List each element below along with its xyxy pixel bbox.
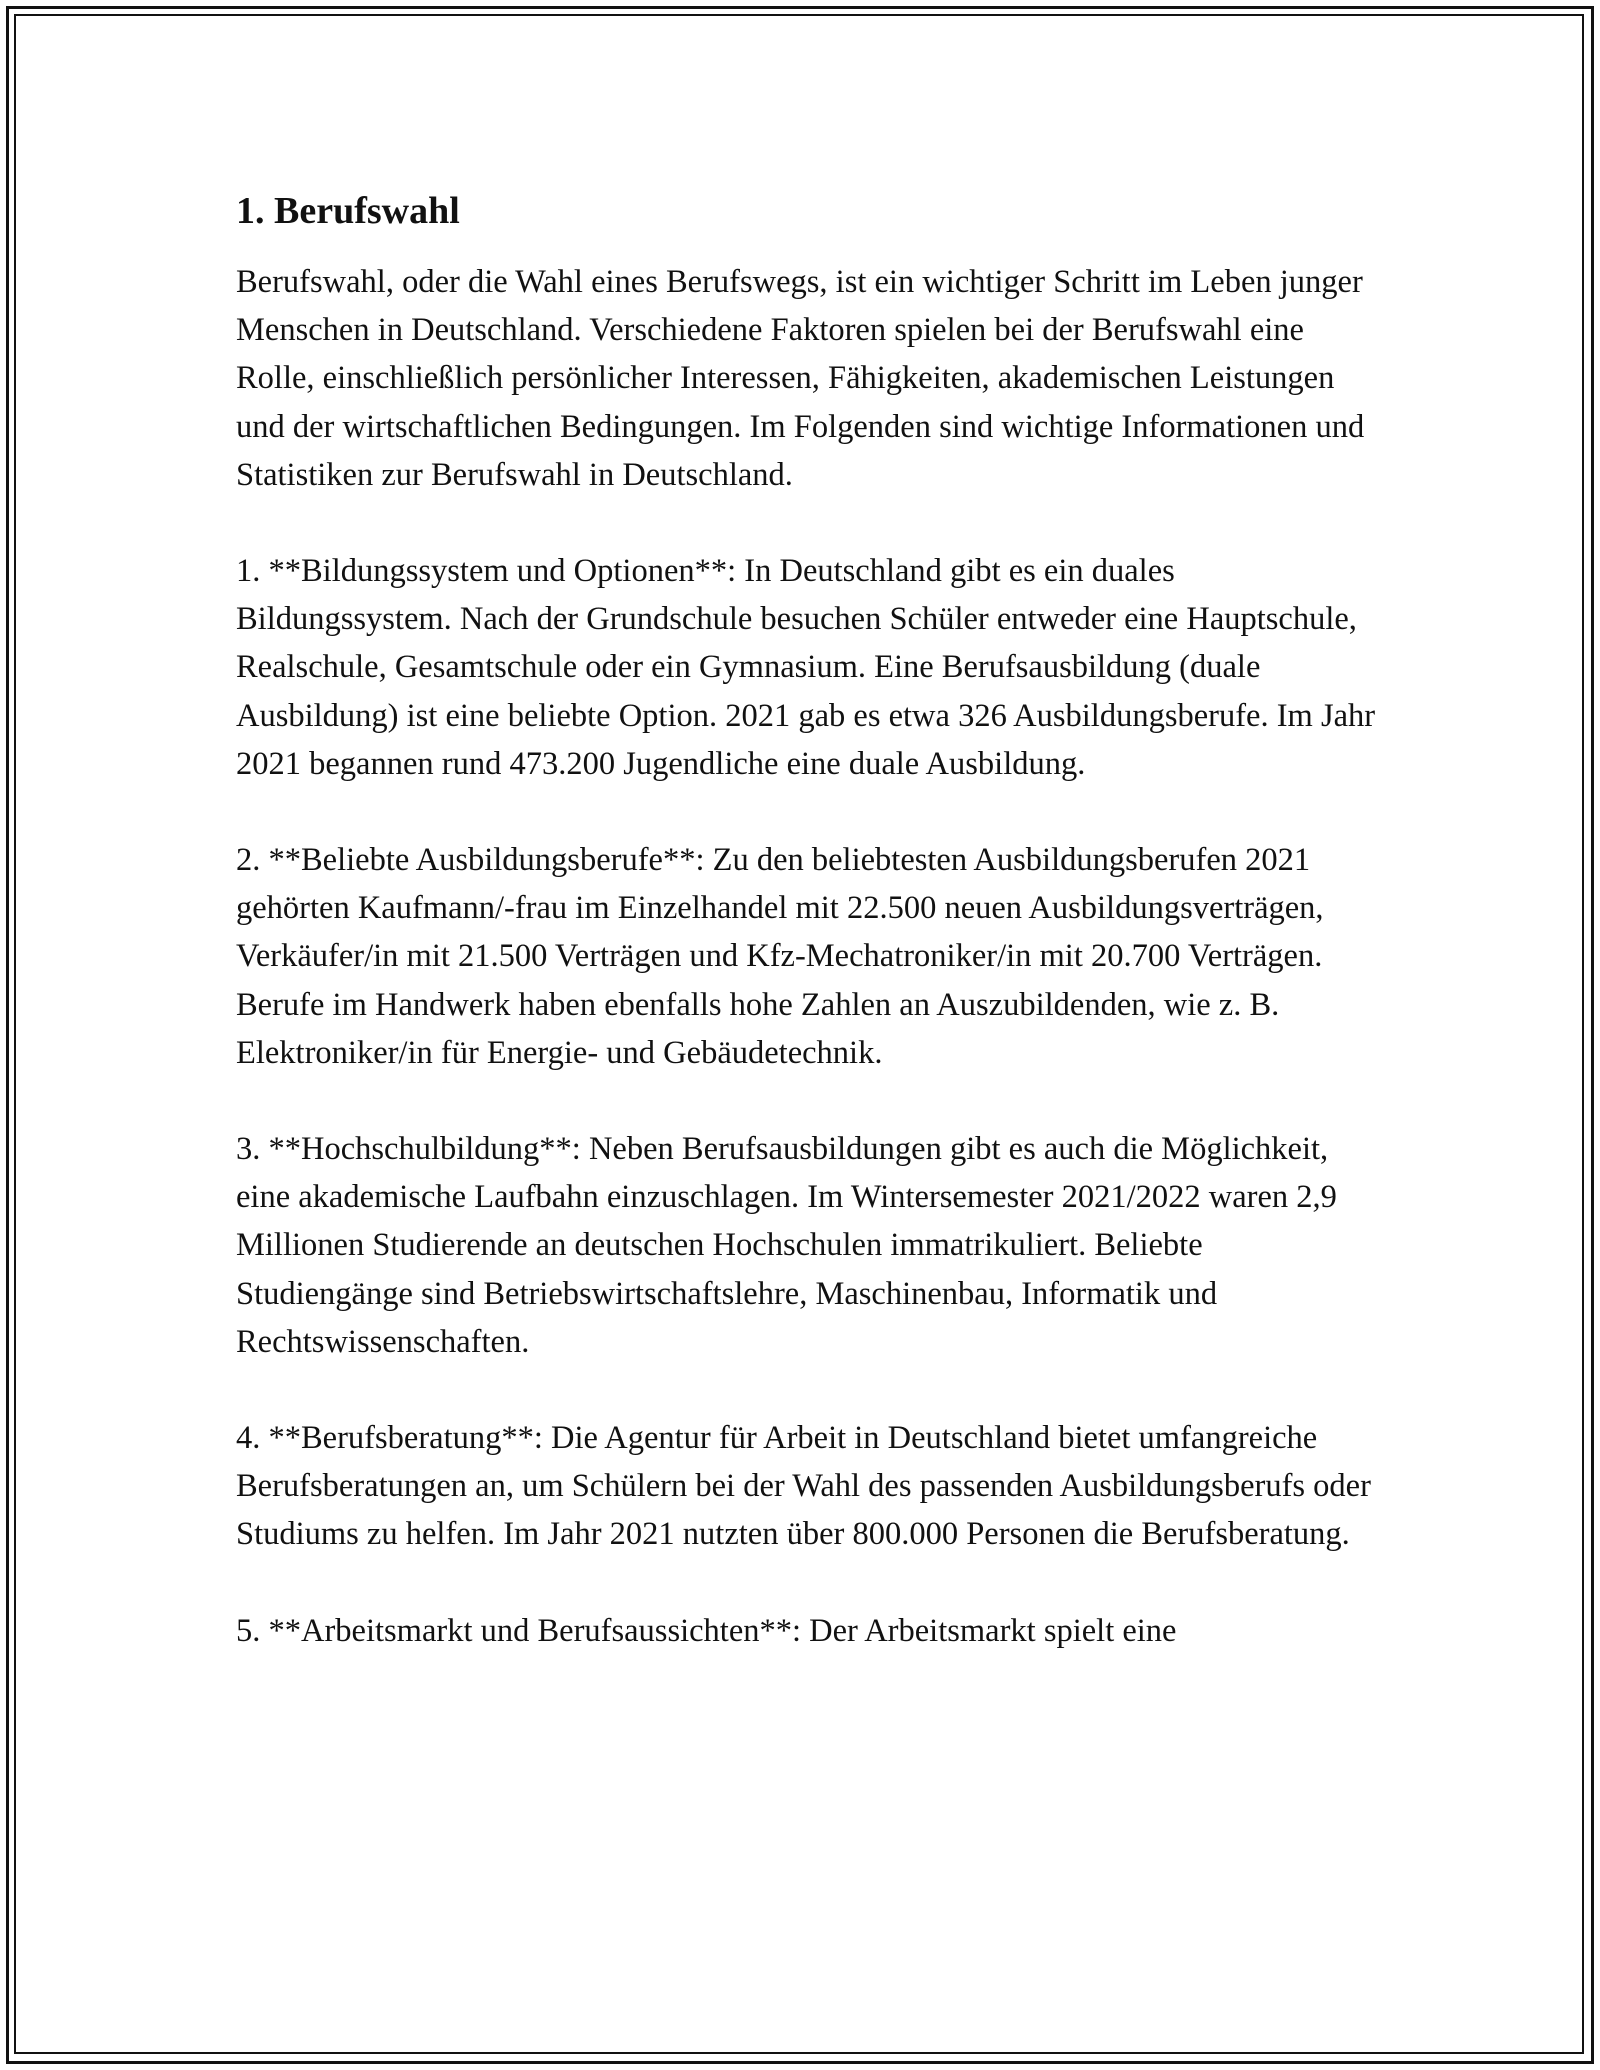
document-body [236, 186, 1376, 1703]
list-item-arbeitsmarkt: 5. **Arbeitsmarkt und Berufsaussichten**: Der Arbeitsmarkt spielt eine [236, 1612, 1177, 1649]
list-item-ausbildungsberufe: 2. **Beliebte Ausbildungsberufe**: Zu den beliebtesten Ausbildungsberufen 2021 gehörten Kaufmann/-frau im Einzelhandel mit 22.500 neuen Ausbildungsverträgen, Verkäufer/in mit 21.500 Verträgen und Kfz-Mechatroniker/in mit 20.700 Verträgen. Berufe im Handwerk haben ebenfalls hohe Zahlen an Auszubildenden, wie z. B. Elektroniker/in für Energie- und Gebäudetechnik. [236, 842, 1324, 1071]
section-heading: 1. Berufswahl [236, 190, 460, 232]
list-item-hochschulbildung: 3. **Hochschulbildung**: Neben Berufsausbildungen gibt es auch die Möglichkeit, eine akademische Laufbahn einzuschlagen. Im Wintersemester 2021/2022 waren 2,9 Millionen Studierende an deutschen Hochschulen immatrikuliert. Beliebte Studiengänge sind Betriebswirtschaftslehre, Maschinenbau, Informatik und Rechtswissenschaften. [236, 1131, 1337, 1360]
list-item-bildungssystem: 1. **Bildungssystem und Optionen**: In Deutschland gibt es ein duales Bildungssystem. Nach der Grundschule besuchen Schüler entweder eine Hauptschule, Realschule, Gesamtschule oder ein Gymnasium. Eine Berufsausbildung (duale Ausbildung) ist eine beliebte Option. 2021 gab es etwa 326 Ausbildungsberufe. Im Jahr 2021 begannen rund 473.200 Jugendliche eine duale Ausbildung. [236, 553, 1376, 782]
intro-paragraph: Berufswahl, oder die Wahl eines Berufswegs, ist ein wichtiger Schritt im Leben junger Menschen in Deutschland. Verschiedene Faktoren spielen bei der Berufswahl eine Rolle, einschließlich persönlicher Interessen, Fähigkeiten, akademischen Leistungen und der wirtschaftlichen Bedingungen. Im Folgenden sind wichtige Informationen und Statistiken zur Berufswahl in Deutschland. [236, 264, 1365, 493]
list-item-berufsberatung: 4. **Berufsberatung**: Die Agentur für Arbeit in Deutschland bietet umfangreiche Berufsberatungen an, um Schülern bei der Wahl des passenden Ausbildungsberufs oder Studiums zu helfen. Im Jahr 2021 nutzten über 800.000 Personen die Berufsberatung. [236, 1420, 1371, 1553]
